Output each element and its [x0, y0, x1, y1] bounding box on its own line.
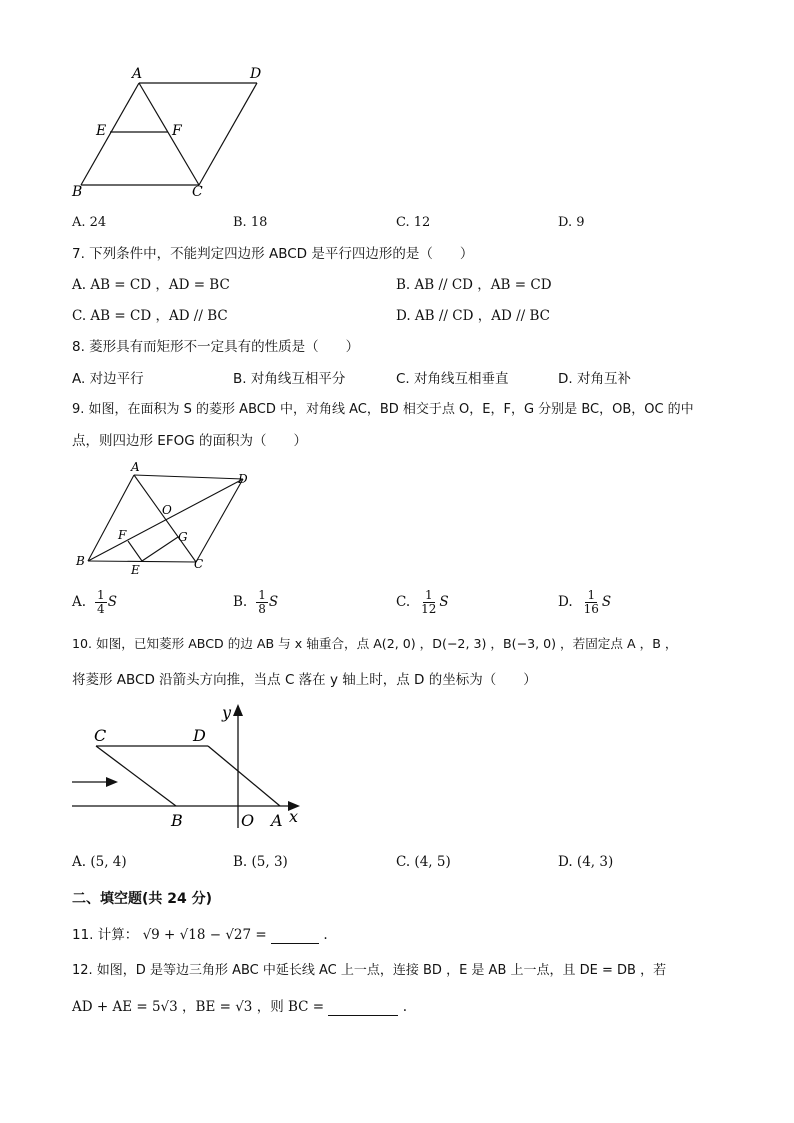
q10-option-b: B. (5, 3)	[233, 854, 288, 870]
y-axis-arrowhead-icon	[233, 704, 243, 716]
q7-option-b: B. AB // CD ，AB = CD	[396, 277, 552, 293]
q9-option-c-den: 12	[421, 601, 437, 616]
q11-end: .	[323, 927, 328, 943]
q6-option-b: B. 18	[233, 215, 268, 230]
q12-end: .	[402, 999, 407, 1015]
q7-option-d: D. AB // CD ，AD // BC	[396, 308, 550, 324]
q9-option-d-var: S	[601, 594, 612, 610]
q12-line2	[72, 998, 407, 1016]
q9-option-c-var: S	[439, 594, 449, 610]
q10-stem-line1: 10. 如图，已知菱形 ABCD 的边 AB 与 x 轴重合，点 A(2, 0) ，D(−2, 3) ，B(−3, 0) ，若固定点 A ，B ，	[72, 636, 678, 651]
fig9-label-f: F	[118, 528, 127, 542]
fig6-label-f: F	[172, 123, 182, 139]
q8-option-c: C. 对角线互相垂直	[396, 371, 509, 387]
push-arrow-icon	[106, 777, 118, 787]
q12-stem-line1: 12. 如图，D 是等边三角形 ABC 中延长线 AC 上一点，连接 BD ，E 是 AB 上一点，且 DE = DB ，若	[72, 963, 667, 978]
fig9-label-a: A	[131, 460, 140, 474]
fig6-label-c: C	[192, 184, 203, 200]
q9-option-a-fraction	[95, 589, 107, 616]
q9-option-c-num: 1	[424, 587, 433, 602]
q9-option-b-num: 1	[258, 587, 266, 602]
q9-option-b	[233, 584, 278, 620]
q9-option-c-fraction	[419, 589, 438, 616]
q11-prefix: 11. 计算：	[72, 927, 139, 943]
q10-option-c: C. (4, 5)	[396, 854, 451, 870]
fig9-label-e: E	[131, 563, 140, 577]
q6-figure	[66, 62, 276, 202]
q8-option-b: B. 对角线互相平分	[233, 371, 346, 387]
fig6-label-b: B	[72, 184, 83, 200]
q10-figure	[68, 700, 308, 836]
q7-stem: 7. 下列条件中，不能判定四边形 ABCD 是平行四边形的是（ ）	[72, 246, 474, 262]
fig9-label-b: B	[76, 554, 85, 568]
q9-option-d-fraction	[582, 589, 601, 616]
q7-option-a: A. AB = CD ，AD = BC	[72, 277, 230, 293]
q9-option-d-letter: D.	[558, 594, 573, 610]
fig9-label-d: D	[238, 472, 248, 486]
q8-option-d: D. 对角互补	[558, 371, 631, 387]
q9-option-b-letter: B.	[233, 594, 248, 610]
fig6-label-a: A	[132, 66, 143, 82]
fig10-label-b: B	[171, 811, 183, 830]
q9-option-a-den: 4	[97, 601, 105, 616]
fig10-label-d: D	[193, 726, 206, 745]
q9-option-b-var: S	[268, 594, 279, 610]
fig9-label-c: C	[194, 557, 204, 571]
q10-option-a: A. (5, 4)	[72, 854, 127, 870]
q9-option-d-num: 1	[587, 587, 596, 602]
q8-stem: 8. 菱形具有而矩形不一定具有的性质是（ ）	[72, 339, 360, 355]
q7-option-c: C. AB = CD ，AD // BC	[72, 308, 228, 324]
q6-option-a: A. 24	[72, 215, 107, 230]
q11-expression: √9 + √18 − √27 =	[142, 927, 267, 943]
q9-option-c-letter: C.	[396, 594, 411, 610]
q9-option-a	[72, 584, 117, 620]
q9-option-d	[558, 584, 611, 620]
q9-option-a-num: 1	[97, 587, 105, 602]
fig6-label-e: E	[96, 123, 107, 139]
fig10-label-o: O	[241, 811, 255, 830]
q10-stem-line2: 将菱形 ABCD 沿箭头方向推，当点 C 落在 y 轴上时，点 D 的坐标为（ ）	[72, 672, 537, 688]
q9-stem-line2: 点，则四边形 EFOG 的面积为（ ）	[72, 433, 307, 449]
q11-answer-blank[interactable]	[271, 929, 319, 944]
fig10-label-x: x	[289, 807, 299, 826]
fig10-label-y: y	[222, 703, 232, 722]
q9-option-a-letter: A.	[72, 594, 87, 610]
q9-option-b-den: 8	[258, 601, 266, 616]
q11	[72, 926, 328, 944]
q12-stem-line2: AD + AE = 5√3 ，BE = √3 ，则 BC =	[72, 999, 325, 1015]
fig9-label-o: O	[162, 503, 172, 517]
q9-option-d-den: 16	[583, 601, 599, 616]
fig10-label-a: A	[271, 811, 283, 830]
q12-answer-blank[interactable]	[328, 1001, 398, 1016]
q9-option-b-fraction	[256, 589, 268, 616]
q9-figure	[70, 458, 260, 580]
q9-option-c	[396, 584, 449, 620]
fig6-label-d: D	[250, 66, 262, 82]
fig10-label-c: C	[94, 726, 107, 745]
q6-option-d: D. 9	[558, 215, 585, 230]
q9-option-a-var: S	[107, 594, 117, 610]
q9-stem-line1: 9. 如图，在面积为 S 的菱形 ABCD 中，对角线 AC，BD 相交于点 O，E，F，G 分别是 BC，OB，OC 的中	[72, 402, 694, 417]
fig9-label-g: G	[178, 530, 188, 544]
q6-option-c: C. 12	[396, 215, 431, 230]
section-heading-fill-in: 二、填空题(共 24 分)	[72, 891, 213, 907]
q8-option-a: A. 对边平行	[72, 371, 144, 387]
q10-option-d: D. (4, 3)	[558, 854, 614, 870]
